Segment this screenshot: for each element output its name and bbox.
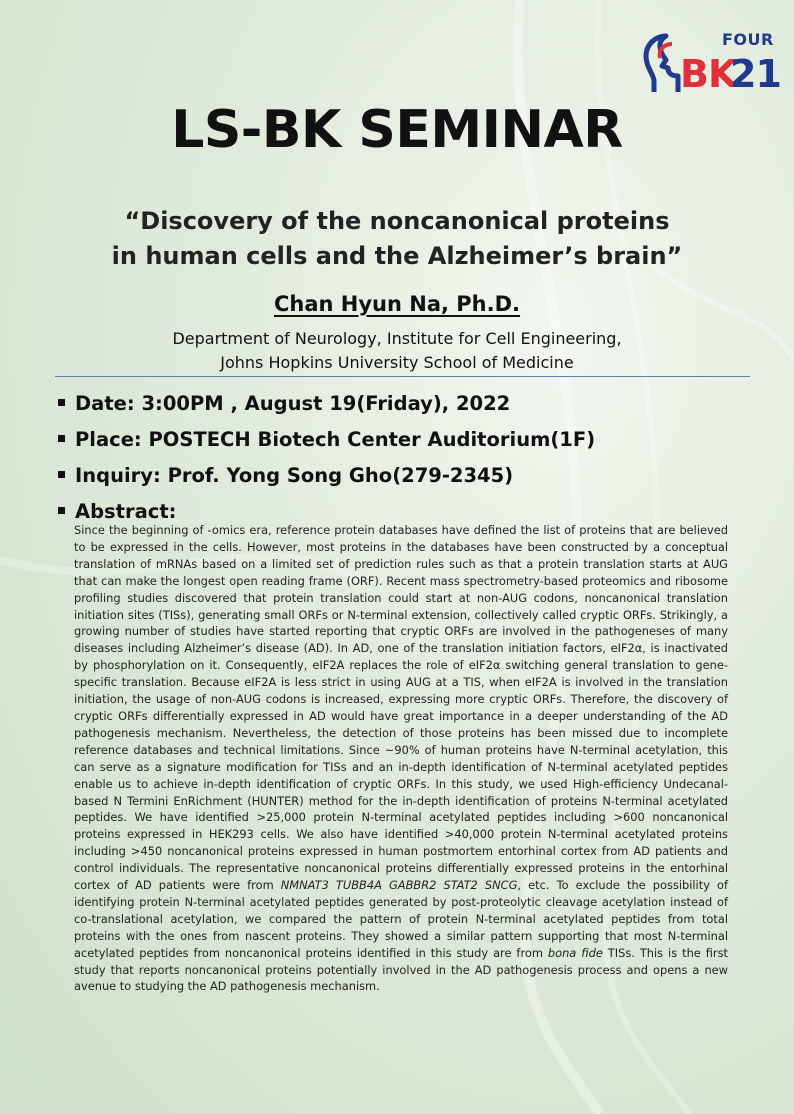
divider (55, 376, 750, 377)
talk-title-line-2: in human cells and the Alzheimer’s brain” (111, 242, 683, 270)
date-text: Date: 3:00PM , August 19(Friday), 2022 (75, 392, 511, 415)
speaker-affiliation (60, 327, 734, 375)
logo-21-text: 21 (730, 52, 781, 96)
logo-bk-text: BK (680, 52, 737, 96)
seminar-title: LS-BK SEMINAR (171, 100, 623, 160)
info-place (58, 422, 595, 458)
affiliation-line-2: Johns Hopkins University School of Medicine (220, 353, 574, 372)
bullet-icon (58, 399, 65, 406)
seminar-info (58, 386, 595, 530)
abstract-gene-list: NMNAT3 TUBB4A GABBR2 STAT2 SNCG (280, 878, 518, 893)
affiliation-line-1: Department of Neurology, Institute for Cell Engineering, (172, 329, 622, 348)
info-inquiry (58, 458, 595, 494)
talk-title-line-1: “Discovery of the noncanonical proteins (124, 207, 670, 235)
head-profile-icon (642, 32, 682, 94)
bk21-four-logo (642, 30, 782, 100)
abstract-bona-fide: bona fide (547, 945, 603, 960)
logo-four-text: FOUR (722, 30, 774, 49)
abstract-body (74, 522, 728, 995)
bullet-icon (58, 471, 65, 478)
speaker-name-text: Chan Hyun Na, Ph.D. (273, 292, 521, 316)
info-date (58, 386, 595, 422)
abstract-text-part-3: TISs. This is the first study that reports noncanonical proteins potentially involved in the AD pathogenesis process and opens a new avenue to studying the AD pathogenesis mechanism. (74, 945, 728, 994)
speaker-name (0, 292, 794, 316)
abstract-text-part-1: Since the beginning of -omics era, reference protein databases have defined the list of proteins that are believed to be expressed in the cells. However, most proteins in the databases have been constructed by a conceptual translation of mRNAs based on a limited set of prediction rules such as that a protein translation starts at AUG that can make the longest open reading frame (ORF). Recent mass spectrometry-based proteomics and ribosome profiling studies discovered that protein translation could start at non-AUG codons, noncanonical translation initiation sites (TISs), generating small ORFs or N-terminal extension, collectively called cryptic ORFs. Strikingly, a growing number of studies have started reporting that cryptic ORFs are involved in the pathogeneses of many diseases including Alzheimer’s disease (AD). In AD, one of the translation initiation factors, eIF2α, is inactivated by phosphorylation on it. Consequently, eIF2A replaces the role of eIF2α switching general translation to gene-specific translation. Because eIF2A is less strict in using AUG at a TIS, when eIF2A is involved in the translation initiation, the usage of non-AUG codons is increased, expressing more cryptic ORFs. Therefore, the discovery of cryptic ORFs differentially expressed in AD would have great importance in a deeper understanding of the AD pathogenesis mechanism. Nevertheless, the detection of those proteins has been missed due to incomplete reference databases and technical limitations. Since ~90% of human proteins have N-terminal acetylation, this can serve as a signature modification for TISs and an in-depth identification of N-terminal acetylated peptides enable us to achieve in-depth identification of cryptic ORFs. In this study, we used High-efficiency Undecanal-based N Termini EnRichment (HUNTER) method for the in-depth identification of proteins N-terminal acetylated peptides. We have identified >25,000 protein N-terminal acetylated peptides including >600 noncanonical proteins expressed in HEK293 cells. We also have identified >40,000 protein N-terminal acetylated proteins including >450 noncanonical proteins expressed in human postmortem entorhinal cortex from AD patients and control individuals. The representative noncanonical proteins differentially expressed proteins in the entorhinal cortex of AD patients were from (74, 523, 728, 893)
abstract-text-part-2: , etc. To exclude the possibility of identifying protein N-terminal acetylated peptides generated by post-proteolytic cleavage acetylation instead of co-translational acetylation, we compared the pattern of protein N-terminal acetylated peptides from total proteins with the ones from nascent proteins. They showed a similar pattern supporting that most N-terminal acetylated peptides from noncanonical proteins identified in this study are from (74, 878, 729, 960)
inquiry-text: Inquiry: Prof. Yong Song Gho(279-2345) (75, 464, 514, 487)
bullet-icon (58, 435, 65, 442)
abstract-heading: Abstract: (75, 500, 177, 523)
talk-title (60, 204, 734, 274)
bullet-icon (58, 507, 65, 514)
place-text: Place: POSTECH Biotech Center Auditorium(1F) (75, 428, 596, 451)
